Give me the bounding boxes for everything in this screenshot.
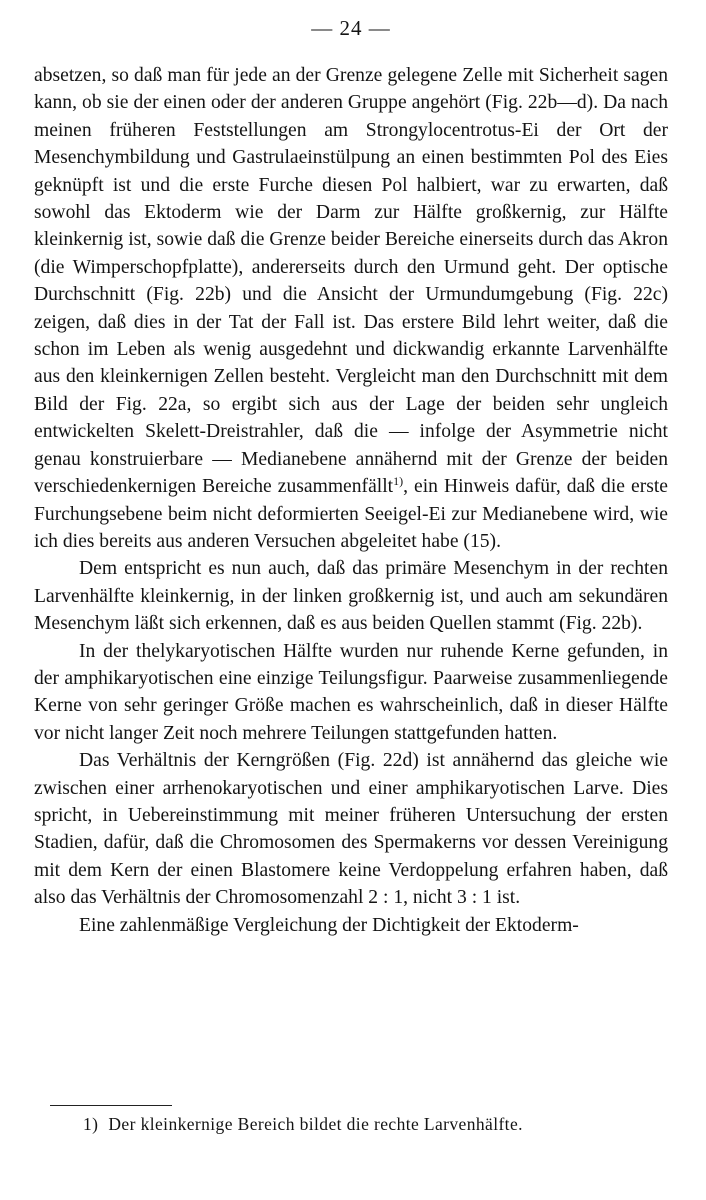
footnote-text: Der kleinkernige Bereich bildet die rechte Larvenhälfte. (108, 1114, 523, 1134)
paragraph-1 (34, 62, 668, 555)
body-text (34, 62, 668, 939)
paragraph-4: Das Verhältnis der Kerngrößen (Fig. 22d) ist annähernd das gleiche wie zwischen einer arrhenokaryotischen und einer amphikaryotischen Larve. Dies spricht, in Uebereinstimmung mit meiner früheren Untersuchung der ersten Stadien, dafür, daß die Chromosomen des Spermakerns vor dessen Vereinigung mit dem Kern der einen Blastomere keine Verdoppelung erfahren haben, daß also das Verhältnis der Chromosomenzahl 2 : 1, nicht 3 : 1 ist. (34, 750, 668, 909)
footnote-divider (50, 1105, 172, 1106)
paragraph-5: Eine zahlenmäßige Vergleichung der Dichtigkeit der Ektoderm- (79, 914, 579, 936)
page-number: — 24 — (311, 16, 391, 40)
document-page (34, 0, 668, 1200)
paragraph-1-text: absetzen, so daß man für jede an der Grenze gelegene Zelle mit Sicherheit sagen kann, ob sie der einen oder der anderen Gruppe angehört (Fig. 22b—d). Da nach meinen früheren Feststellungen am Strongylocentrotus-Ei der Ort der Mesenchymbildung und Gastrulaeinstülpung an einen bestimmten Pol des Eies geknüpft ist und die erste Furche diesen Pol halbiert, war zu erwarten, daß sowohl das Ektoderm wie der Darm zur Hälfte großkernig, zur Hälfte kleinkernig ist, sowie daß die Grenze beider Bereiche einerseits durch das Akron (die Wimperschopfplatte), andererseits durch den Urmund geht. Der optische Durchschnitt (Fig. 22b) und die Ansicht der Urmundumgebung (Fig. 22c) zeigen, daß dies in der Tat der Fall ist. Das erstere Bild lehrt weiter, daß die schon im Leben als wenig ausgedehnt und dickwandig erkannte Larvenhälfte aus den kleinkernigen Zellen besteht. Vergleicht man den Durchschnitt mit dem Bild der Fig. 22a, so ergibt sich aus der Lage der beiden sehr ungleich entwickelten Skelett-Dreistrahler, daß die — infolge der Asymmetrie nicht genau konstruierbare — Medianebene annähernd mit der Grenze der beiden verschiedenkernigen Bereiche zusammenfällt (34, 65, 668, 498)
footnote-reference: 1) (393, 474, 404, 489)
footnote (83, 1112, 523, 1136)
paragraph-1-text-continued: , ein Hinweis dafür, daß die erste Furchungsebene beim nicht deformierten Seeigel-Ei zur Medianebene wird, wie ich dies bereits aus anderen Versuchen abgeleitet habe (15). (34, 476, 668, 552)
footnote-marker: 1) (83, 1114, 99, 1134)
paragraph-3: In der thelykaryotischen Hälfte wurden nur ruhende Kerne gefunden, in der amphikaryotischen eine einzige Teilungsfigur. Paarweise zusammenliegende Kerne von sehr geringer Größe machen es wahrscheinlich, daß in dieser Hälfte vor nicht langer Zeit noch mehrere Teilungen stattgefunden hatten. (34, 640, 668, 744)
paragraph-2: Dem entspricht es nun auch, daß das primäre Mesenchym in der rechten Larvenhälfte kleinkernig, in der linken großkernig ist, und auch am sekundären Mesenchym läßt sich erkennen, daß es aus beiden Quellen stammt (Fig. 22b). (34, 558, 668, 635)
